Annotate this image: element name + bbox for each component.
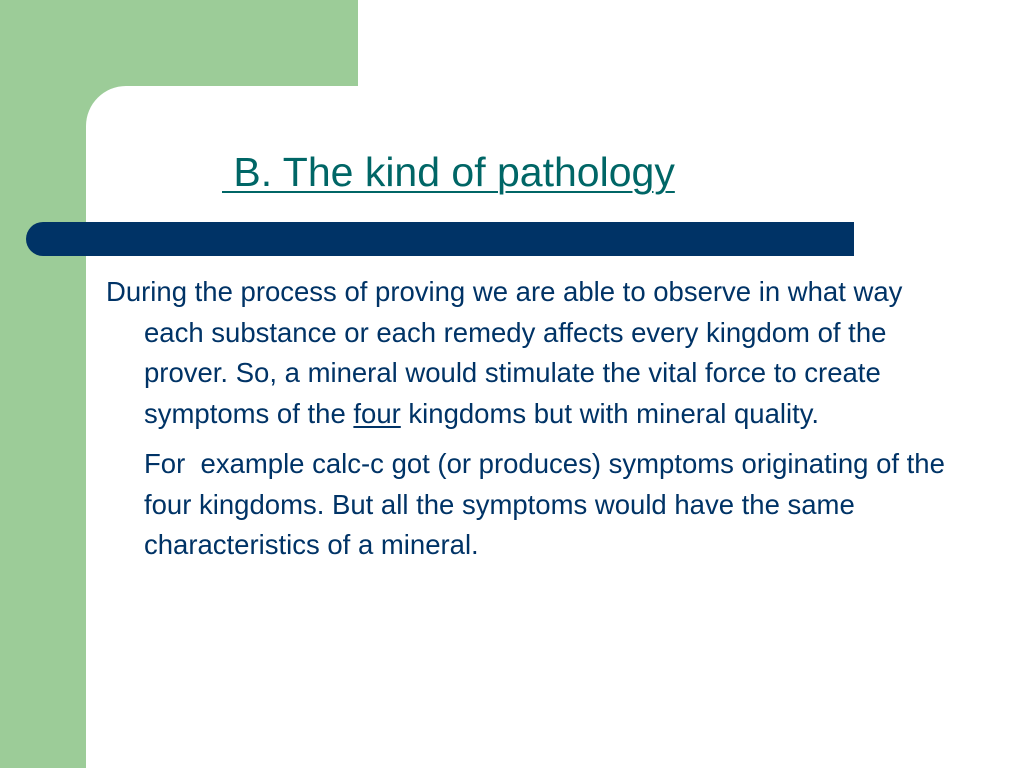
paragraph-1-text-start: During the process of proving we are able to observe in what way each substance or each remedy affects every kingdom of the prover. So, a mineral would stimulate the vital force to create symptoms of the bbox=[106, 276, 903, 429]
slide-title: B. The kind of pathology bbox=[222, 149, 675, 195]
underlined-word: four bbox=[353, 397, 401, 429]
body-paragraph-2: For example calc-c got (or produces) symptoms originating of the four kingdoms. But all the symptoms would have the same characteristics of a mineral. bbox=[144, 448, 953, 560]
top-white-area bbox=[358, 0, 1024, 86]
title-divider-bar bbox=[26, 222, 854, 256]
slide-body bbox=[106, 272, 966, 566]
body-paragraph-1 bbox=[106, 272, 966, 434]
paragraph-1-text-end: kingdoms but with mineral quality. bbox=[400, 397, 820, 429]
